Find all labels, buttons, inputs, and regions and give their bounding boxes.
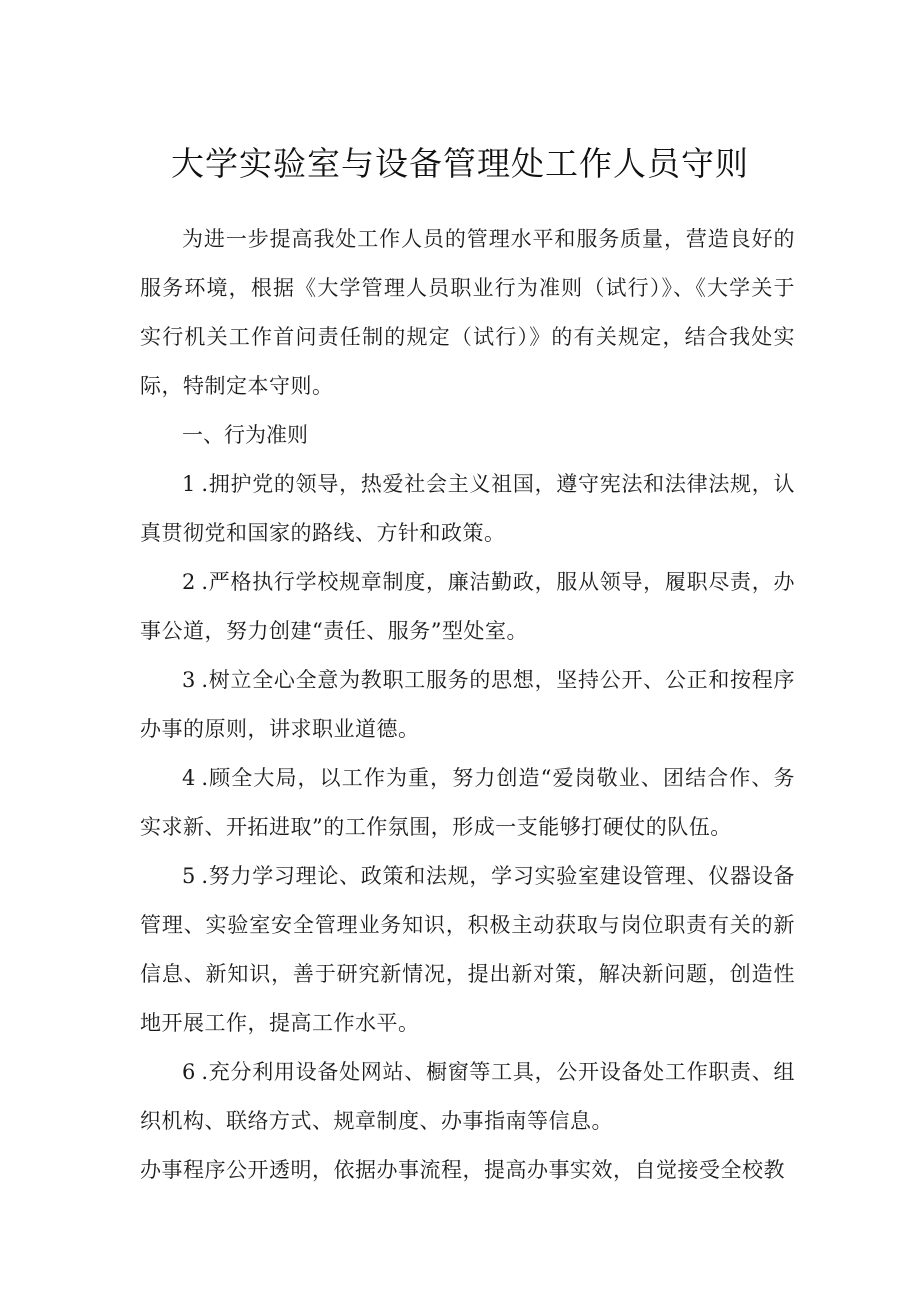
rule-item-5 [140,852,795,1048]
document-body [140,215,795,1195]
rule-text: .努力学习理论、政策和法规，学习实验室建设管理、仪器设备管理、实验室安全管理业务知识，积极主动获取与岗位职责有关的新信息、新知识，善于研究新情况，提出新对策，解决新问题，创造性地开展工作，提高工作水平。 [140,864,795,1035]
rule-number: 5 [182,864,202,888]
rule-item-2 [140,558,795,656]
rule-text: .充分利用设备处网站、橱窗等工具，公开设备处工作职责、组织机构、联络方式、规章制度、办事指南等信息。 [140,1060,795,1133]
continuation-paragraph: 办事程序公开透明，依据办事流程，提高办事实效，自觉接受全校教 [140,1158,785,1182]
rule-number: 3 [182,668,202,692]
section-heading: 一、行为准则 [182,423,308,447]
rule-text: .严格执行学校规章制度，廉洁勤政，服从领导，履职尽责，办事公道，努力创建“责任、服务”型处室。 [140,570,795,643]
rule-number: 6 [182,1060,202,1084]
rule-text: .拥护党的领导，热爱社会主义祖国，遵守宪法和法律法规，认真贯彻党和国家的路线、方针和政策。 [140,472,795,545]
rule-item-1 [140,460,795,558]
rule-item-6 [140,1048,795,1146]
page-title: 大学实验室与设备管理处工作人员守则 [171,144,749,183]
rule-number: 1 [182,472,202,496]
rule-number: 2 [182,570,202,594]
rule-item-3 [140,656,795,754]
rule-number: 4 [182,766,202,790]
rule-item-4 [140,754,795,852]
rule-text: .树立全心全意为教职工服务的思想，坚持公开、公正和按程序办事的原则，讲求职业道德。 [140,668,795,741]
intro-paragraph: 为进一步提高我处工作人员的管理水平和服务质量，营造良好的服务环境，根据《大学管理人员职业行为准则（试行）》、《大学关于实行机关工作首问责任制的规定（试行）》的有关规定，结合我处实际，特制定本守则。 [140,227,795,398]
rule-text: .顾全大局，以工作为重，努力创造“爱岗敬业、团结合作、务实求新、开拓进取”的工作氛围，形成一支能够打硬仗的队伍。 [140,766,795,839]
